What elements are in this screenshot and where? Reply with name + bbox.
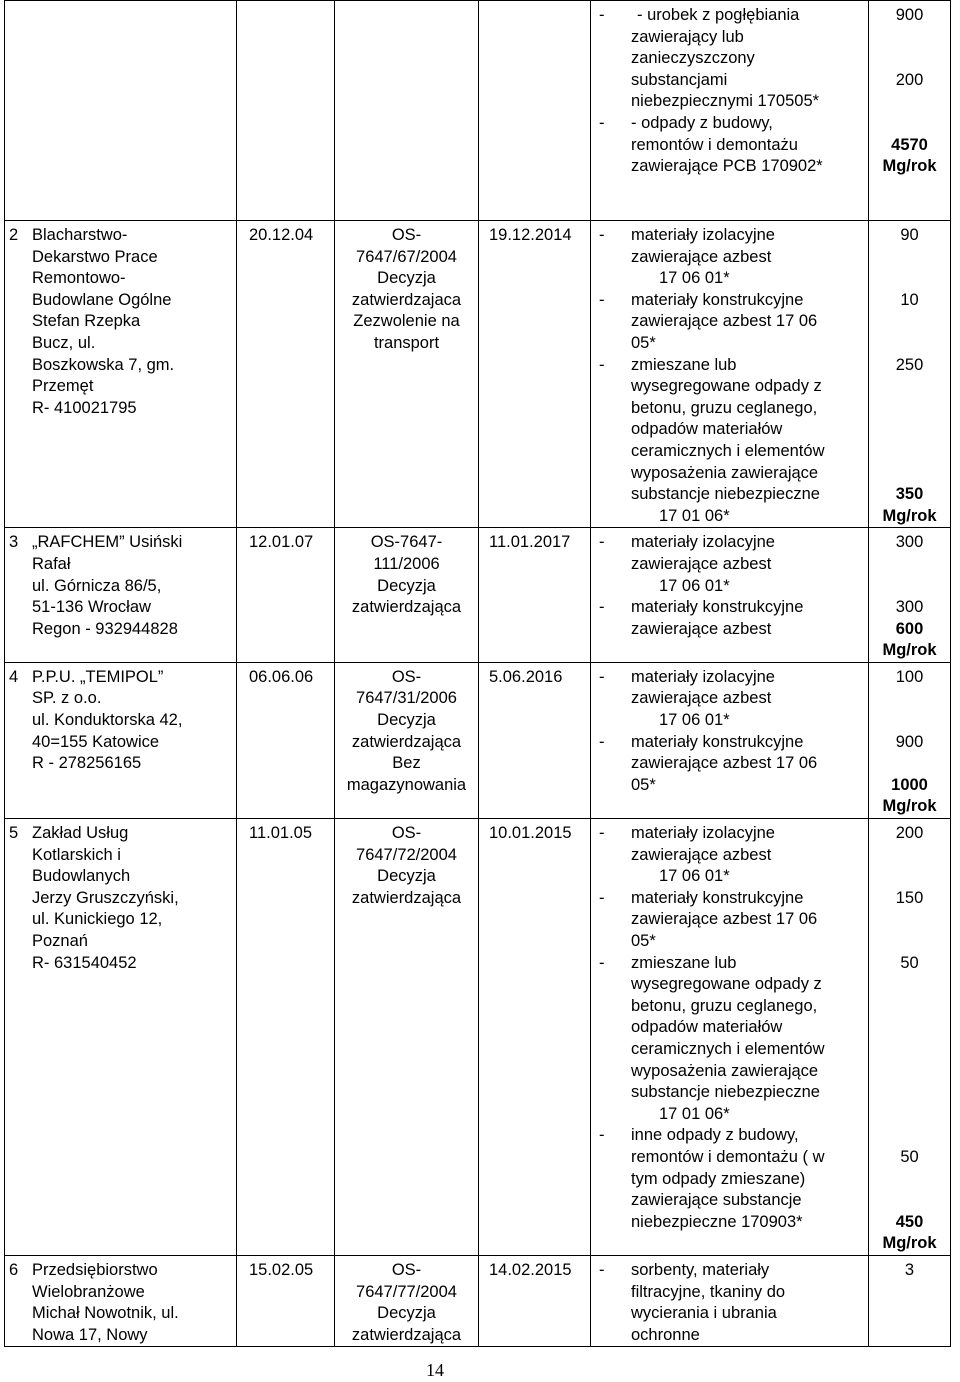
decision-line: Zezwolenie na bbox=[353, 312, 460, 331]
decision-text bbox=[335, 221, 478, 355]
entity-line: R- 410021795 bbox=[32, 398, 137, 417]
cont-waste-item: - - urobek z pogłębiania zawierający lub zanieczyszczony substancjami niebezpiecznymi 170505* bbox=[599, 5, 868, 113]
amount-list bbox=[869, 528, 950, 662]
waste-item bbox=[599, 1260, 868, 1346]
amount-cell bbox=[869, 662, 951, 818]
waste-line: zmieszane lub bbox=[631, 355, 737, 374]
waste-line: materiały konstrukcyjne bbox=[631, 732, 804, 751]
issue-date: 20.12.04 bbox=[249, 226, 314, 244]
decision-line: magazynowania bbox=[346, 775, 467, 794]
entity-line: Budowlanych bbox=[32, 867, 131, 886]
amount-line: Mg/rok bbox=[882, 797, 937, 816]
amount-line: 600 bbox=[895, 619, 924, 638]
entity-block bbox=[5, 1256, 236, 1346]
amount-line bbox=[869, 753, 950, 775]
amount-line: 300 bbox=[895, 598, 924, 617]
valid-date-cell bbox=[479, 528, 591, 663]
waste-text bbox=[631, 823, 775, 888]
date-cell bbox=[237, 221, 335, 528]
waste-text bbox=[631, 290, 817, 355]
waste-line: materiały konstrukcyjne bbox=[631, 290, 804, 309]
waste-line: tym odpady zmieszane) bbox=[631, 1169, 806, 1188]
entity-block bbox=[5, 819, 236, 974]
entity-line: „RAFCHEM” Usiński bbox=[32, 533, 183, 552]
amount-line bbox=[869, 688, 950, 710]
amount-line bbox=[869, 1169, 950, 1191]
amount-line: 50 bbox=[900, 1147, 919, 1166]
waste-line: 17 06 01* bbox=[659, 269, 730, 288]
amount-line: 100 bbox=[895, 667, 924, 686]
amount-line: 150 bbox=[895, 888, 924, 907]
entity-line: Nowa 17, Nowy bbox=[32, 1325, 148, 1344]
entity-text bbox=[32, 823, 236, 974]
waste-line: 05* bbox=[631, 775, 656, 794]
amount-line bbox=[869, 710, 950, 732]
amount-line bbox=[869, 91, 950, 113]
waste-text bbox=[631, 597, 803, 640]
amount-line bbox=[869, 1061, 950, 1083]
amount-cell bbox=[869, 819, 951, 1256]
amount-line bbox=[869, 311, 950, 333]
entity-line: Budowlane Ogólne bbox=[32, 290, 172, 309]
waste-line: inne odpady z budowy, bbox=[631, 1126, 799, 1145]
valid-date: 5.06.2016 bbox=[489, 667, 563, 686]
entity-line: Bucz, ul. bbox=[32, 333, 96, 352]
row-number: 5 bbox=[9, 824, 19, 843]
amount-line: 1000 bbox=[891, 775, 928, 794]
entity-line: Regon - 932944828 bbox=[32, 619, 178, 638]
amount-cell bbox=[869, 528, 951, 663]
decision-line: 111/2006 bbox=[373, 554, 440, 573]
waste-item bbox=[599, 532, 868, 597]
waste-bullet: - bbox=[599, 533, 605, 552]
amount-line bbox=[869, 113, 950, 135]
waste-line: zawierające azbest bbox=[631, 247, 772, 266]
cont-valid-cell bbox=[479, 1, 591, 221]
amount-line bbox=[869, 1082, 950, 1104]
cont-entity-cell bbox=[5, 1, 237, 221]
amount-line bbox=[869, 1104, 950, 1126]
decision-line: zatwierdzajaca bbox=[351, 290, 462, 309]
cont-line: zawierający lub bbox=[631, 27, 744, 46]
entity-line: Remontowo- bbox=[32, 269, 126, 288]
issue-date: 12.01.07 bbox=[249, 533, 314, 552]
cont-decision-cell bbox=[335, 1, 479, 221]
valid-date: 14.02.2015 bbox=[489, 1260, 572, 1279]
decision-line: zatwierdzająca bbox=[351, 598, 462, 617]
entity-line: 51-136 Wrocław bbox=[32, 598, 151, 617]
amount-line bbox=[869, 1125, 950, 1147]
amount-line bbox=[869, 576, 950, 598]
entity-line: Przedsiębiorstwo bbox=[32, 1260, 158, 1279]
cont-line: - urobek z pogłębiania bbox=[637, 6, 800, 24]
waste-line: 05* bbox=[631, 932, 656, 950]
amount-line bbox=[869, 866, 950, 888]
cont-line: substancjami bbox=[631, 70, 728, 89]
waste-line: 17 01 06* bbox=[659, 506, 730, 525]
decision-cell bbox=[335, 221, 479, 528]
waste-bullet: - bbox=[599, 1260, 605, 1279]
decision-line: zatwierdzająca bbox=[351, 888, 462, 907]
waste-line: niebezpieczne 170903* bbox=[631, 1212, 803, 1231]
waste-line: 17 06 01* bbox=[659, 867, 730, 886]
amount-line: 350 bbox=[895, 485, 924, 504]
waste-bullet: - bbox=[599, 667, 605, 686]
valid-date-cell bbox=[479, 1255, 591, 1346]
entity-line: Przemęt bbox=[32, 377, 94, 396]
waste-line: betonu, gruzu ceglanego, bbox=[631, 398, 818, 417]
decision-line: OS- bbox=[391, 824, 422, 843]
decision-line: Bez bbox=[392, 754, 421, 773]
waste-bullet: - bbox=[599, 953, 605, 972]
decision-cell bbox=[335, 662, 479, 818]
amount-line bbox=[869, 48, 950, 70]
entity-line: Kotlarskich i bbox=[32, 845, 121, 864]
amount-line bbox=[869, 1039, 950, 1061]
table-row bbox=[5, 662, 951, 818]
waste-item bbox=[599, 597, 868, 640]
waste-line: odpadów materiałów bbox=[631, 1018, 783, 1037]
entity-cell bbox=[5, 662, 237, 818]
waste-line: zawierające azbest 17 06 bbox=[631, 910, 818, 929]
issue-date: 11.01.05 bbox=[249, 824, 313, 843]
amount-line bbox=[869, 27, 950, 49]
amount-line: 200 bbox=[895, 824, 924, 843]
waste-line: wyposażenia zawierające bbox=[631, 1061, 819, 1080]
waste-item bbox=[599, 1125, 868, 1233]
decision-line: 7647/72/2004 bbox=[356, 845, 457, 864]
waste-line: zawierające azbest bbox=[631, 845, 772, 864]
valid-date: 11.01.2017 bbox=[489, 533, 571, 552]
entity-line: Michał Nowotnik, ul. bbox=[32, 1304, 179, 1323]
continuation-row bbox=[5, 1, 951, 221]
amount-line bbox=[869, 268, 950, 290]
waste-item bbox=[599, 823, 868, 888]
waste-line: zmieszane lub bbox=[631, 953, 737, 972]
amount-line: 300 bbox=[895, 533, 924, 552]
entity-line: ul. Kunickiego 12, bbox=[32, 910, 163, 929]
waste-line: remontów i demontażu ( w bbox=[631, 1147, 825, 1166]
waste-line: zawierające azbest bbox=[631, 689, 772, 708]
decision-line: OS- bbox=[391, 226, 422, 244]
decision-line: Decyzja bbox=[377, 269, 436, 288]
amount-line: 450 bbox=[895, 1212, 924, 1231]
waste-line: filtracyjne, tkaniny do bbox=[631, 1282, 786, 1301]
entity-line: Poznań bbox=[32, 932, 88, 950]
amount-line bbox=[869, 974, 950, 996]
date-cell bbox=[237, 819, 335, 1256]
waste-line: betonu, gruzu ceglanego, bbox=[631, 996, 818, 1015]
valid-date: 10.01.2015 bbox=[489, 824, 572, 843]
table-row bbox=[5, 819, 951, 1256]
amount-line: 50 bbox=[900, 953, 919, 972]
cont-line: zawierające PCB 170902* bbox=[631, 157, 823, 176]
row-number: 2 bbox=[9, 226, 19, 244]
date-cell bbox=[237, 528, 335, 663]
row-number: 3 bbox=[9, 533, 19, 552]
cont-line: niebezpiecznymi 170505* bbox=[631, 92, 820, 111]
entity-line: Rafał bbox=[32, 554, 71, 573]
amount-line: 900 bbox=[895, 732, 924, 751]
row-number: 6 bbox=[9, 1260, 19, 1279]
issue-date: 06.06.06 bbox=[249, 667, 314, 686]
waste-list bbox=[591, 528, 868, 640]
amount-list bbox=[869, 819, 950, 1255]
amount-line bbox=[869, 376, 950, 398]
entity-line: Jerzy Gruszczyński, bbox=[32, 888, 179, 907]
waste-item bbox=[599, 290, 868, 355]
entity-line: Boszkowska 7, gm. bbox=[32, 355, 175, 374]
waste-list bbox=[591, 819, 868, 1233]
register-body bbox=[5, 1, 951, 1347]
waste-line: 17 06 01* bbox=[659, 576, 730, 595]
amount-line: 200 bbox=[895, 70, 924, 89]
amount-cell bbox=[869, 1255, 951, 1346]
waste-line: ochronne bbox=[631, 1325, 700, 1344]
waste-line: wysegregowane odpady z bbox=[631, 975, 822, 994]
entity-line: ul. Konduktorska 42, bbox=[32, 711, 183, 730]
decision-line: Decyzja bbox=[377, 1304, 436, 1323]
entity-text bbox=[32, 1260, 236, 1346]
waste-bullet: - bbox=[599, 732, 605, 751]
amount-line bbox=[869, 398, 950, 420]
cont-amount-cell bbox=[869, 1, 951, 221]
waste-item bbox=[599, 953, 868, 1126]
entity-line: Wielobranżowe bbox=[32, 1282, 145, 1301]
decision-line: zatwierdzająca bbox=[351, 732, 462, 751]
entity-cell bbox=[5, 528, 237, 663]
waste-line: 05* bbox=[631, 333, 656, 352]
amount-line bbox=[869, 1190, 950, 1212]
decision-line: 7647/67/2004 bbox=[356, 247, 457, 266]
waste-cell bbox=[591, 528, 869, 663]
waste-bullet: - bbox=[599, 824, 605, 843]
waste-text bbox=[631, 225, 775, 290]
waste-bullet: - bbox=[599, 290, 605, 309]
waste-line: materiały izolacyjne bbox=[631, 226, 775, 244]
waste-text bbox=[631, 1125, 825, 1233]
amount-list bbox=[869, 1256, 950, 1282]
cont-waste-cell bbox=[591, 1, 869, 221]
waste-line: wyposażenia zawierające bbox=[631, 463, 819, 482]
waste-line: substancje niebezpieczne bbox=[631, 1083, 820, 1102]
amount-line: Mg/rok bbox=[882, 641, 937, 660]
waste-line: materiały izolacyjne bbox=[631, 533, 775, 552]
entity-line: Blacharstwo- bbox=[32, 226, 128, 244]
amount-line: 4570 bbox=[891, 135, 928, 154]
waste-line: materiały konstrukcyjne bbox=[631, 888, 804, 907]
decision-line: Decyzja bbox=[377, 867, 436, 886]
amount-line: Mg/rok bbox=[882, 1234, 937, 1253]
table-row bbox=[5, 221, 951, 528]
entity-block bbox=[5, 528, 236, 640]
waste-line: sorbenty, materiały bbox=[631, 1260, 770, 1279]
waste-bullet: - bbox=[599, 226, 605, 244]
decision-line: 7647/31/2006 bbox=[356, 689, 457, 708]
waste-item bbox=[599, 667, 868, 732]
decision-line: OS-7647- bbox=[370, 533, 443, 552]
amount-line: Mg/rok bbox=[882, 506, 937, 525]
amount-line: 900 bbox=[895, 6, 924, 24]
entity-line: P.P.U. „TEMIPOL” bbox=[32, 667, 164, 686]
waste-text bbox=[631, 667, 775, 732]
entity-line: 40=155 Katowice bbox=[32, 732, 160, 751]
decision-line: zatwierdzająca bbox=[351, 1325, 462, 1344]
row-number: 4 bbox=[9, 667, 19, 686]
entity-block bbox=[5, 663, 236, 775]
cont-date-cell bbox=[237, 1, 335, 221]
entity-line: Dekarstwo Prace bbox=[32, 247, 158, 266]
waste-item bbox=[599, 225, 868, 290]
waste-line: 17 01 06* bbox=[659, 1104, 730, 1123]
waste-bullet: - bbox=[599, 355, 605, 374]
waste-line: materiały izolacyjne bbox=[631, 667, 775, 686]
decision-text bbox=[335, 1256, 478, 1346]
amount-line: 3 bbox=[904, 1260, 915, 1279]
waste-cell bbox=[591, 221, 869, 528]
entity-cell bbox=[5, 221, 237, 528]
decision-line: Decyzja bbox=[377, 576, 436, 595]
waste-list bbox=[591, 1256, 868, 1346]
waste-text bbox=[631, 888, 817, 953]
decision-line: OS- bbox=[391, 667, 422, 686]
waste-item bbox=[599, 888, 868, 953]
entity-cell bbox=[5, 1255, 237, 1346]
entity-line: ul. Górnicza 86/5, bbox=[32, 576, 162, 595]
waste-text bbox=[631, 532, 775, 597]
waste-line: wycierania i ubrania bbox=[631, 1304, 777, 1323]
amount-line bbox=[869, 463, 950, 485]
amount-line bbox=[869, 996, 950, 1018]
decision-line: transport bbox=[373, 333, 440, 352]
waste-item bbox=[599, 732, 868, 797]
waste-list bbox=[591, 663, 868, 797]
amount-line bbox=[869, 333, 950, 355]
waste-text bbox=[631, 732, 817, 797]
amount-line bbox=[869, 845, 950, 867]
waste-cell bbox=[591, 1255, 869, 1346]
amount-line bbox=[869, 909, 950, 931]
decision-line: 7647/77/2004 bbox=[356, 1282, 457, 1301]
cont-line: zanieczyszczony bbox=[631, 49, 755, 68]
waste-line: materiały konstrukcyjne bbox=[631, 598, 804, 617]
waste-list bbox=[591, 221, 868, 527]
amount-line bbox=[869, 931, 950, 953]
issue-date: 15.02.05 bbox=[249, 1260, 314, 1279]
amount-list bbox=[869, 663, 950, 818]
amount-line: 10 bbox=[900, 290, 919, 309]
valid-date-cell bbox=[479, 819, 591, 1256]
waste-line: zawierające azbest 17 06 bbox=[631, 754, 818, 773]
amount-line bbox=[869, 554, 950, 576]
waste-line: zawierające azbest bbox=[631, 554, 772, 573]
amount-line bbox=[869, 441, 950, 463]
decision-text bbox=[335, 663, 478, 797]
waste-line: ceramicznych i elementów bbox=[631, 441, 825, 460]
decision-text bbox=[335, 528, 478, 618]
entity-text bbox=[32, 667, 236, 775]
amount-line bbox=[869, 1017, 950, 1039]
decision-line: OS- bbox=[391, 1260, 422, 1279]
entity-text bbox=[32, 225, 236, 419]
cont-waste-item: - - odpady z budowy, remontów i demontażu zawierające PCB 170902* bbox=[599, 113, 868, 178]
waste-cell bbox=[591, 662, 869, 818]
waste-line: zawierające substancje bbox=[631, 1191, 802, 1210]
decision-line: Decyzja bbox=[377, 711, 436, 730]
entity-line: SP. z o.o. bbox=[32, 689, 102, 708]
amount-line bbox=[869, 247, 950, 269]
amount-cell bbox=[869, 221, 951, 528]
waste-line: 17 06 01* bbox=[659, 711, 730, 730]
table-row bbox=[5, 1255, 951, 1346]
waste-line: substancje niebezpieczne bbox=[631, 485, 820, 504]
cont-line: remontów i demontażu bbox=[631, 135, 798, 154]
table-row bbox=[5, 528, 951, 663]
waste-line: odpadów materiałów bbox=[631, 420, 783, 439]
waste-line: zawierające azbest 17 06 bbox=[631, 312, 818, 331]
amount-line: Mg/rok bbox=[882, 157, 937, 176]
amount-line: 90 bbox=[900, 226, 919, 244]
entity-line: R- 631540452 bbox=[32, 953, 137, 972]
decision-cell bbox=[335, 1255, 479, 1346]
entity-line: R - 278256165 bbox=[32, 754, 142, 773]
waste-bullet: - bbox=[599, 598, 605, 617]
waste-line: materiały izolacyjne bbox=[631, 824, 775, 843]
entity-cell bbox=[5, 819, 237, 1256]
waste-line: wysegregowane odpady z bbox=[631, 377, 822, 396]
page-number: 14 bbox=[426, 1360, 444, 1380]
valid-date-cell bbox=[479, 221, 591, 528]
date-cell bbox=[237, 1255, 335, 1346]
amount-line bbox=[869, 419, 950, 441]
entity-block bbox=[5, 221, 236, 419]
waste-text bbox=[631, 953, 825, 1126]
waste-item bbox=[599, 355, 868, 528]
waste-text bbox=[631, 1260, 785, 1346]
date-cell bbox=[237, 662, 335, 818]
waste-line: zawierające azbest bbox=[631, 619, 772, 638]
waste-text bbox=[631, 355, 825, 528]
decision-cell bbox=[335, 819, 479, 1256]
waste-bullet: - bbox=[599, 888, 605, 907]
waste-line: ceramicznych i elementów bbox=[631, 1039, 825, 1058]
amount-list bbox=[869, 221, 950, 527]
entity-text bbox=[32, 532, 236, 640]
amount-line: 250 bbox=[895, 355, 924, 374]
decision-text bbox=[335, 819, 478, 909]
register-table bbox=[4, 0, 951, 1347]
valid-date-cell bbox=[479, 662, 591, 818]
waste-cell bbox=[591, 819, 869, 1256]
entity-line: Zakład Usług bbox=[32, 824, 129, 843]
decision-cell bbox=[335, 528, 479, 663]
entity-line: Stefan Rzepka bbox=[32, 312, 141, 331]
valid-date: 19.12.2014 bbox=[489, 226, 572, 244]
waste-bullet: - bbox=[599, 1126, 605, 1145]
cont-line: - odpady z budowy, bbox=[631, 113, 773, 132]
